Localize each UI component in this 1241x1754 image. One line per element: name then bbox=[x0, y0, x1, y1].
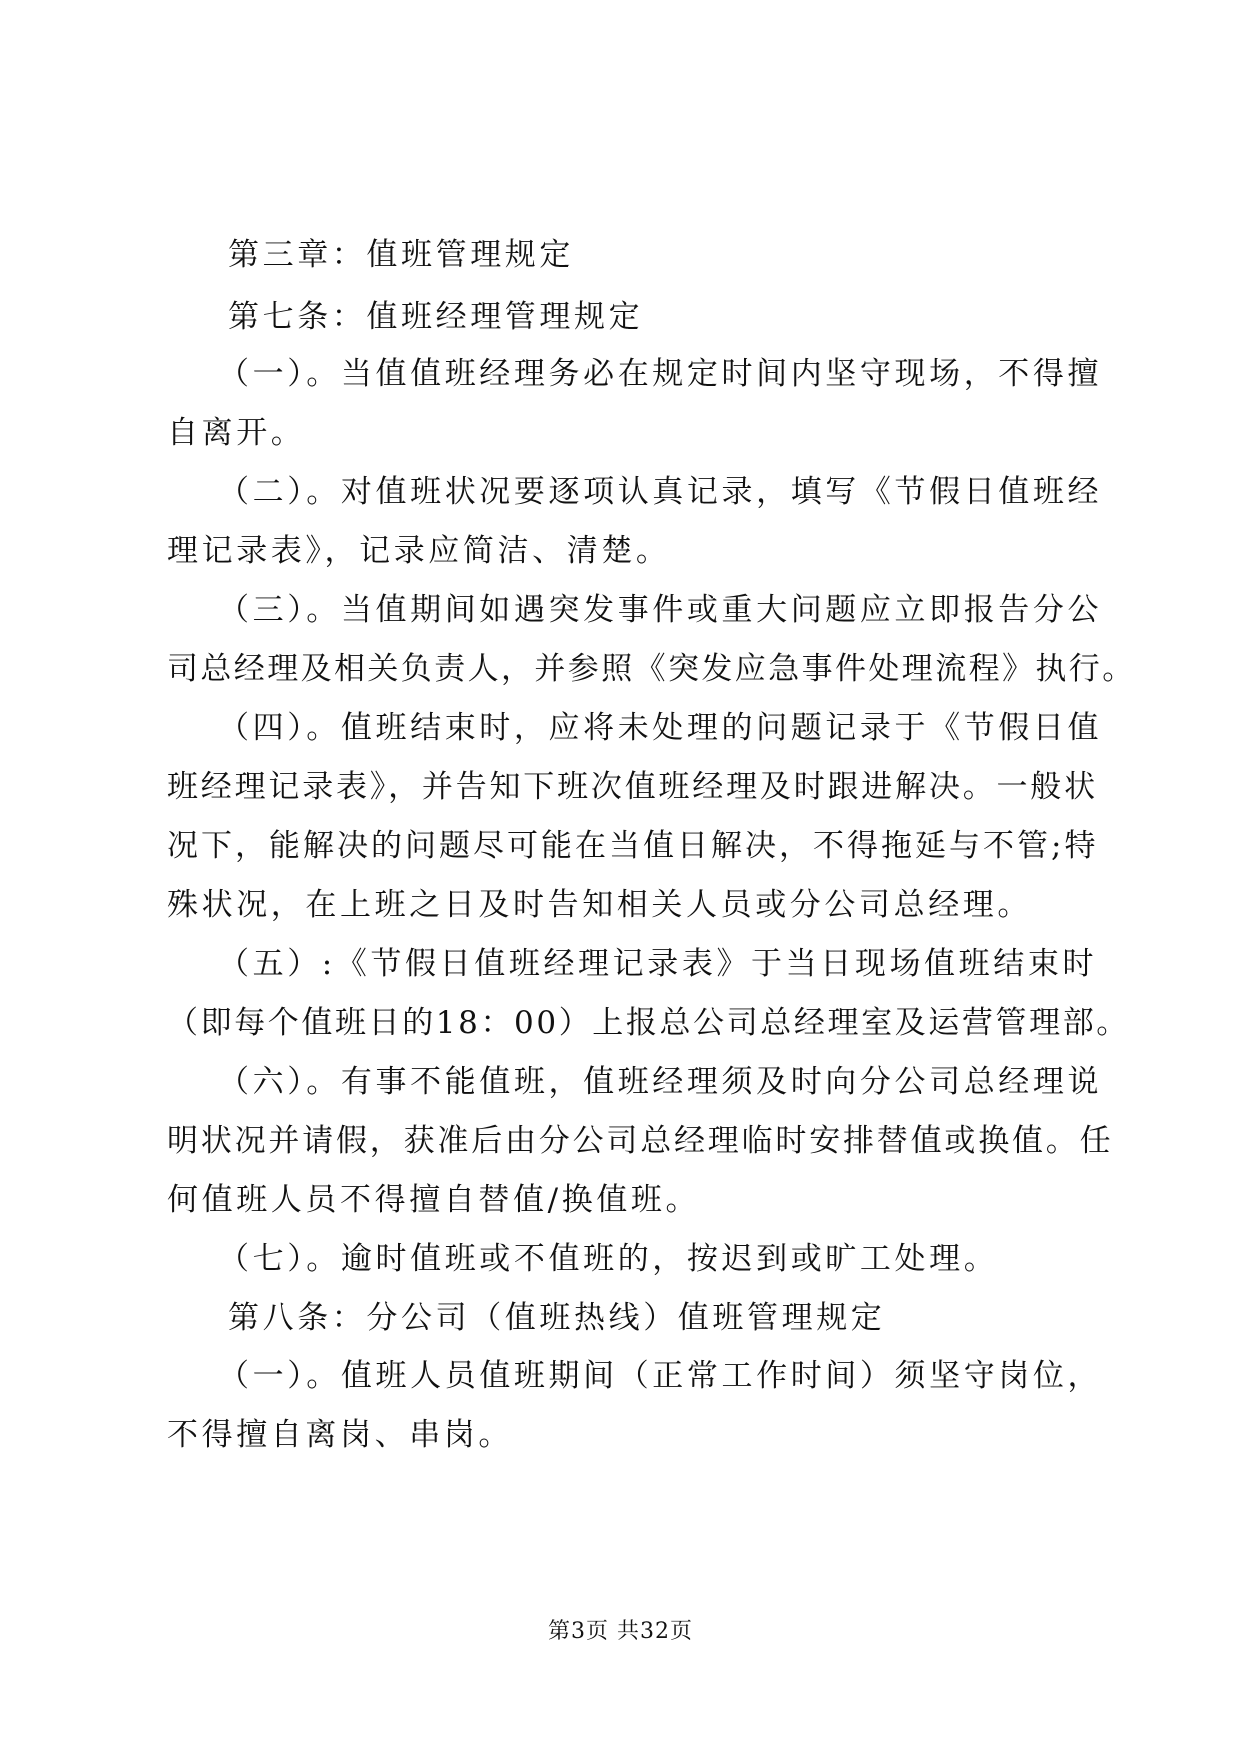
paragraph-line: 何值班人员不得擅自替值/换值班。 bbox=[167, 1182, 701, 1218]
paragraph-line: （六）。有事不能值班，值班经理须及时向分公司总经理说 bbox=[218, 1064, 1103, 1100]
chapter-heading: 第三章：值班管理规定 bbox=[228, 237, 574, 273]
paragraph-line: 殊状况，在上班之日及时告知相关人员或分公司总经理。 bbox=[167, 887, 1032, 923]
paragraph-line: 班经理记录表》，并告知下班次值班经理及时跟进解决。一般状 bbox=[167, 769, 1098, 805]
paragraph-line: 理记录表》，记录应简洁、清楚。 bbox=[167, 533, 671, 569]
paragraph-line: （一）。当值值班经理务必在规定时间内坚守现场，不得擅 bbox=[218, 356, 1103, 392]
paragraph-line: 司总经理及相关负责人，并参照《突发应急事件处理流程》执行。 bbox=[167, 651, 1136, 687]
page-number-footer: 第3页 共32页 bbox=[548, 1619, 693, 1644]
paragraph-line: （四）。值班结束时，应将未处理的问题记录于《节假日值 bbox=[218, 710, 1103, 746]
paragraph-line: 不得擅自离岗、串岗。 bbox=[167, 1417, 513, 1453]
paragraph-line: 明状况并请假，获准后由分公司总经理临时安排替值或换值。任 bbox=[167, 1123, 1114, 1159]
paragraph-line: （七）。逾时值班或不值班的，按迟到或旷工处理。 bbox=[218, 1241, 999, 1277]
paragraph-line: 自离开。 bbox=[167, 415, 306, 451]
paragraph-line: 况下，能解决的问题尽可能在当值日解决，不得拖延与不管;特 bbox=[167, 828, 1099, 864]
paragraph-line: （三）。当值期间如遇突发事件或重大问题应立即报告分公 bbox=[218, 592, 1103, 628]
paragraph-line: （一）。值班人员值班期间（正常工作时间）须坚守岗位， bbox=[218, 1358, 1103, 1394]
paragraph-line: （二）。对值班状况要逐项认真记录，填写《节假日值班经 bbox=[218, 474, 1103, 510]
article-heading: 第八条：分公司（值班热线）值班管理规定 bbox=[228, 1300, 886, 1336]
paragraph-line: （即每个值班日的18：00）上报总公司总经理室及运营管理部。 bbox=[167, 1005, 1130, 1041]
paragraph-line: （五）:《节假日值班经理记录表》于当日现场值班结束时 bbox=[218, 946, 1098, 982]
article-heading: 第七条：值班经理管理规定 bbox=[228, 299, 644, 335]
